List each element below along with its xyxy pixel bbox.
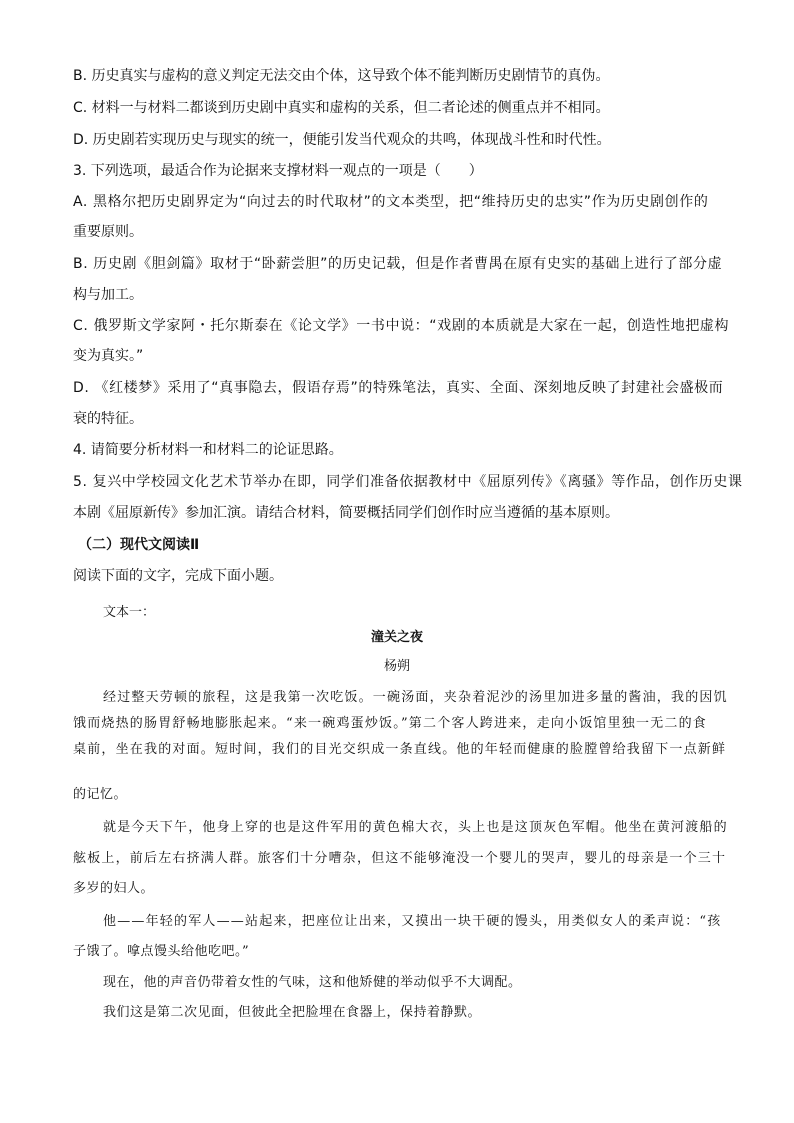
question-3-stem: 3. 下列选项，最适合作为论据来支撑材料一观点的一项是（ ） <box>73 163 483 179</box>
paragraph-3-line2: 子饿了。嗱点馒头给他吃吧。” <box>73 944 250 959</box>
option-3d-line1: D. 《红楼梦》采用了“真事隐去，假语存焉”的特殊笔法，真实、全面、深刻地反映了封建社会盛极而 <box>73 380 724 396</box>
paragraph-4: 现在，他的声音仍带着女性的气味，这和他矫健的举动似乎不大调配。 <box>103 975 522 990</box>
paragraph-1-line4: 的记忆。 <box>73 787 128 802</box>
question-5-line1: 5. 复兴中学校园文化艺术节举办在即，同学们准备依据教材中《屈原列传》《离骚》等作品，创作历史课 <box>73 474 743 490</box>
option-2b: B. 历史真实与虚构的意义判定无法交由个体，这导致个体不能判断历史剧情节的真伪。 <box>73 68 610 84</box>
paragraph-2-line1: 就是今天下午，他身上穿的也是这件军用的黄色棉大衣，头上也是这顶灰色军帽。他坐在黄河渡船的 <box>103 820 728 835</box>
option-3c-line2: 变为真实。” <box>73 348 144 364</box>
paragraph-2-line3: 多岁的妇人。 <box>73 881 155 896</box>
option-3b-line1: B. 历史剧《胆剑篇》取材于“卧薪尝胆”的历史记载，但是作者曹禺在原有史实的基础上进行了部分虚 <box>73 256 723 272</box>
paragraph-1-line1: 经过整天劳顿的旅程，这是我第一次吃饭。一碗汤面，夹杂着泥沙的汤里加进多量的酱油，我的因饥 <box>103 690 728 705</box>
option-3c-line1: C. 俄罗斯文学家阿・托尔斯泰在《论文学》一书中说：“戏剧的本质就是大家在一起，创造性地把虚构 <box>73 318 730 334</box>
paragraph-5: 我们这是第二次见面，但彼此全把脸埋在食器上，保持着静默。 <box>103 1005 482 1020</box>
option-3b-line2: 构与加工。 <box>73 287 143 303</box>
paragraph-2-line2: 舷板上，前后左右挤满人群。旅客们十分嘈杂，但这不能够淹没一个婴儿的哭声，婴儿的母亲是一个三十 <box>73 851 727 866</box>
option-3a-line1: A. 黑格尔把历史剧界定为“向过去的时代取材”的文本类型，把“维持历史的忠实”作为历史剧创作的 <box>73 194 709 210</box>
option-2d: D. 历史剧若实现历史与现实的统一，便能引发当代观众的共鸣，体现战斗性和时代性。 <box>73 132 611 148</box>
article-title: 潼关之夜 <box>370 630 423 645</box>
question-5-line2: 本剧《屈原新传》参加汇演。请结合材料，简要概括同学们创作时应当遵循的基本原则。 <box>73 505 619 521</box>
question-4: 4. 请简要分析材料一和材料二的论证思路。 <box>73 442 343 458</box>
section-instruction: 阅读下面的文字，完成下面小题。 <box>73 568 283 584</box>
paragraph-1-line3: 桌前，坐在我的对面。短时间，我们的目光交织成一条直线。他的年轻而健康的脸膛曾给我留下一点新鲜 <box>73 742 727 757</box>
text-label: 文本一： <box>103 605 156 620</box>
option-2c: C. 材料一与材料二都谈到历史剧中真实和虚构的关系，但二者论述的侧重点并不相同。 <box>73 100 610 116</box>
section-heading: （二）现代文阅读Ⅱ <box>78 537 200 553</box>
paragraph-1-line2: 饿而烧热的肠胃舒畅地膨胀起来。“来一碗鸡蛋炒饭。”第二个客人跨进来，走向小饭馆里独一无二的食 <box>73 716 707 731</box>
option-3a-line2: 重要原则。 <box>73 224 143 240</box>
paragraph-3-line1: 他——年轻的军人——站起来，把座位让出来，又摸出一块干硬的馒头，用类似女人的柔声说：“孩 <box>103 914 722 929</box>
article-author: 杨朔 <box>383 659 410 674</box>
option-3d-line2: 衰的特征。 <box>73 411 143 427</box>
